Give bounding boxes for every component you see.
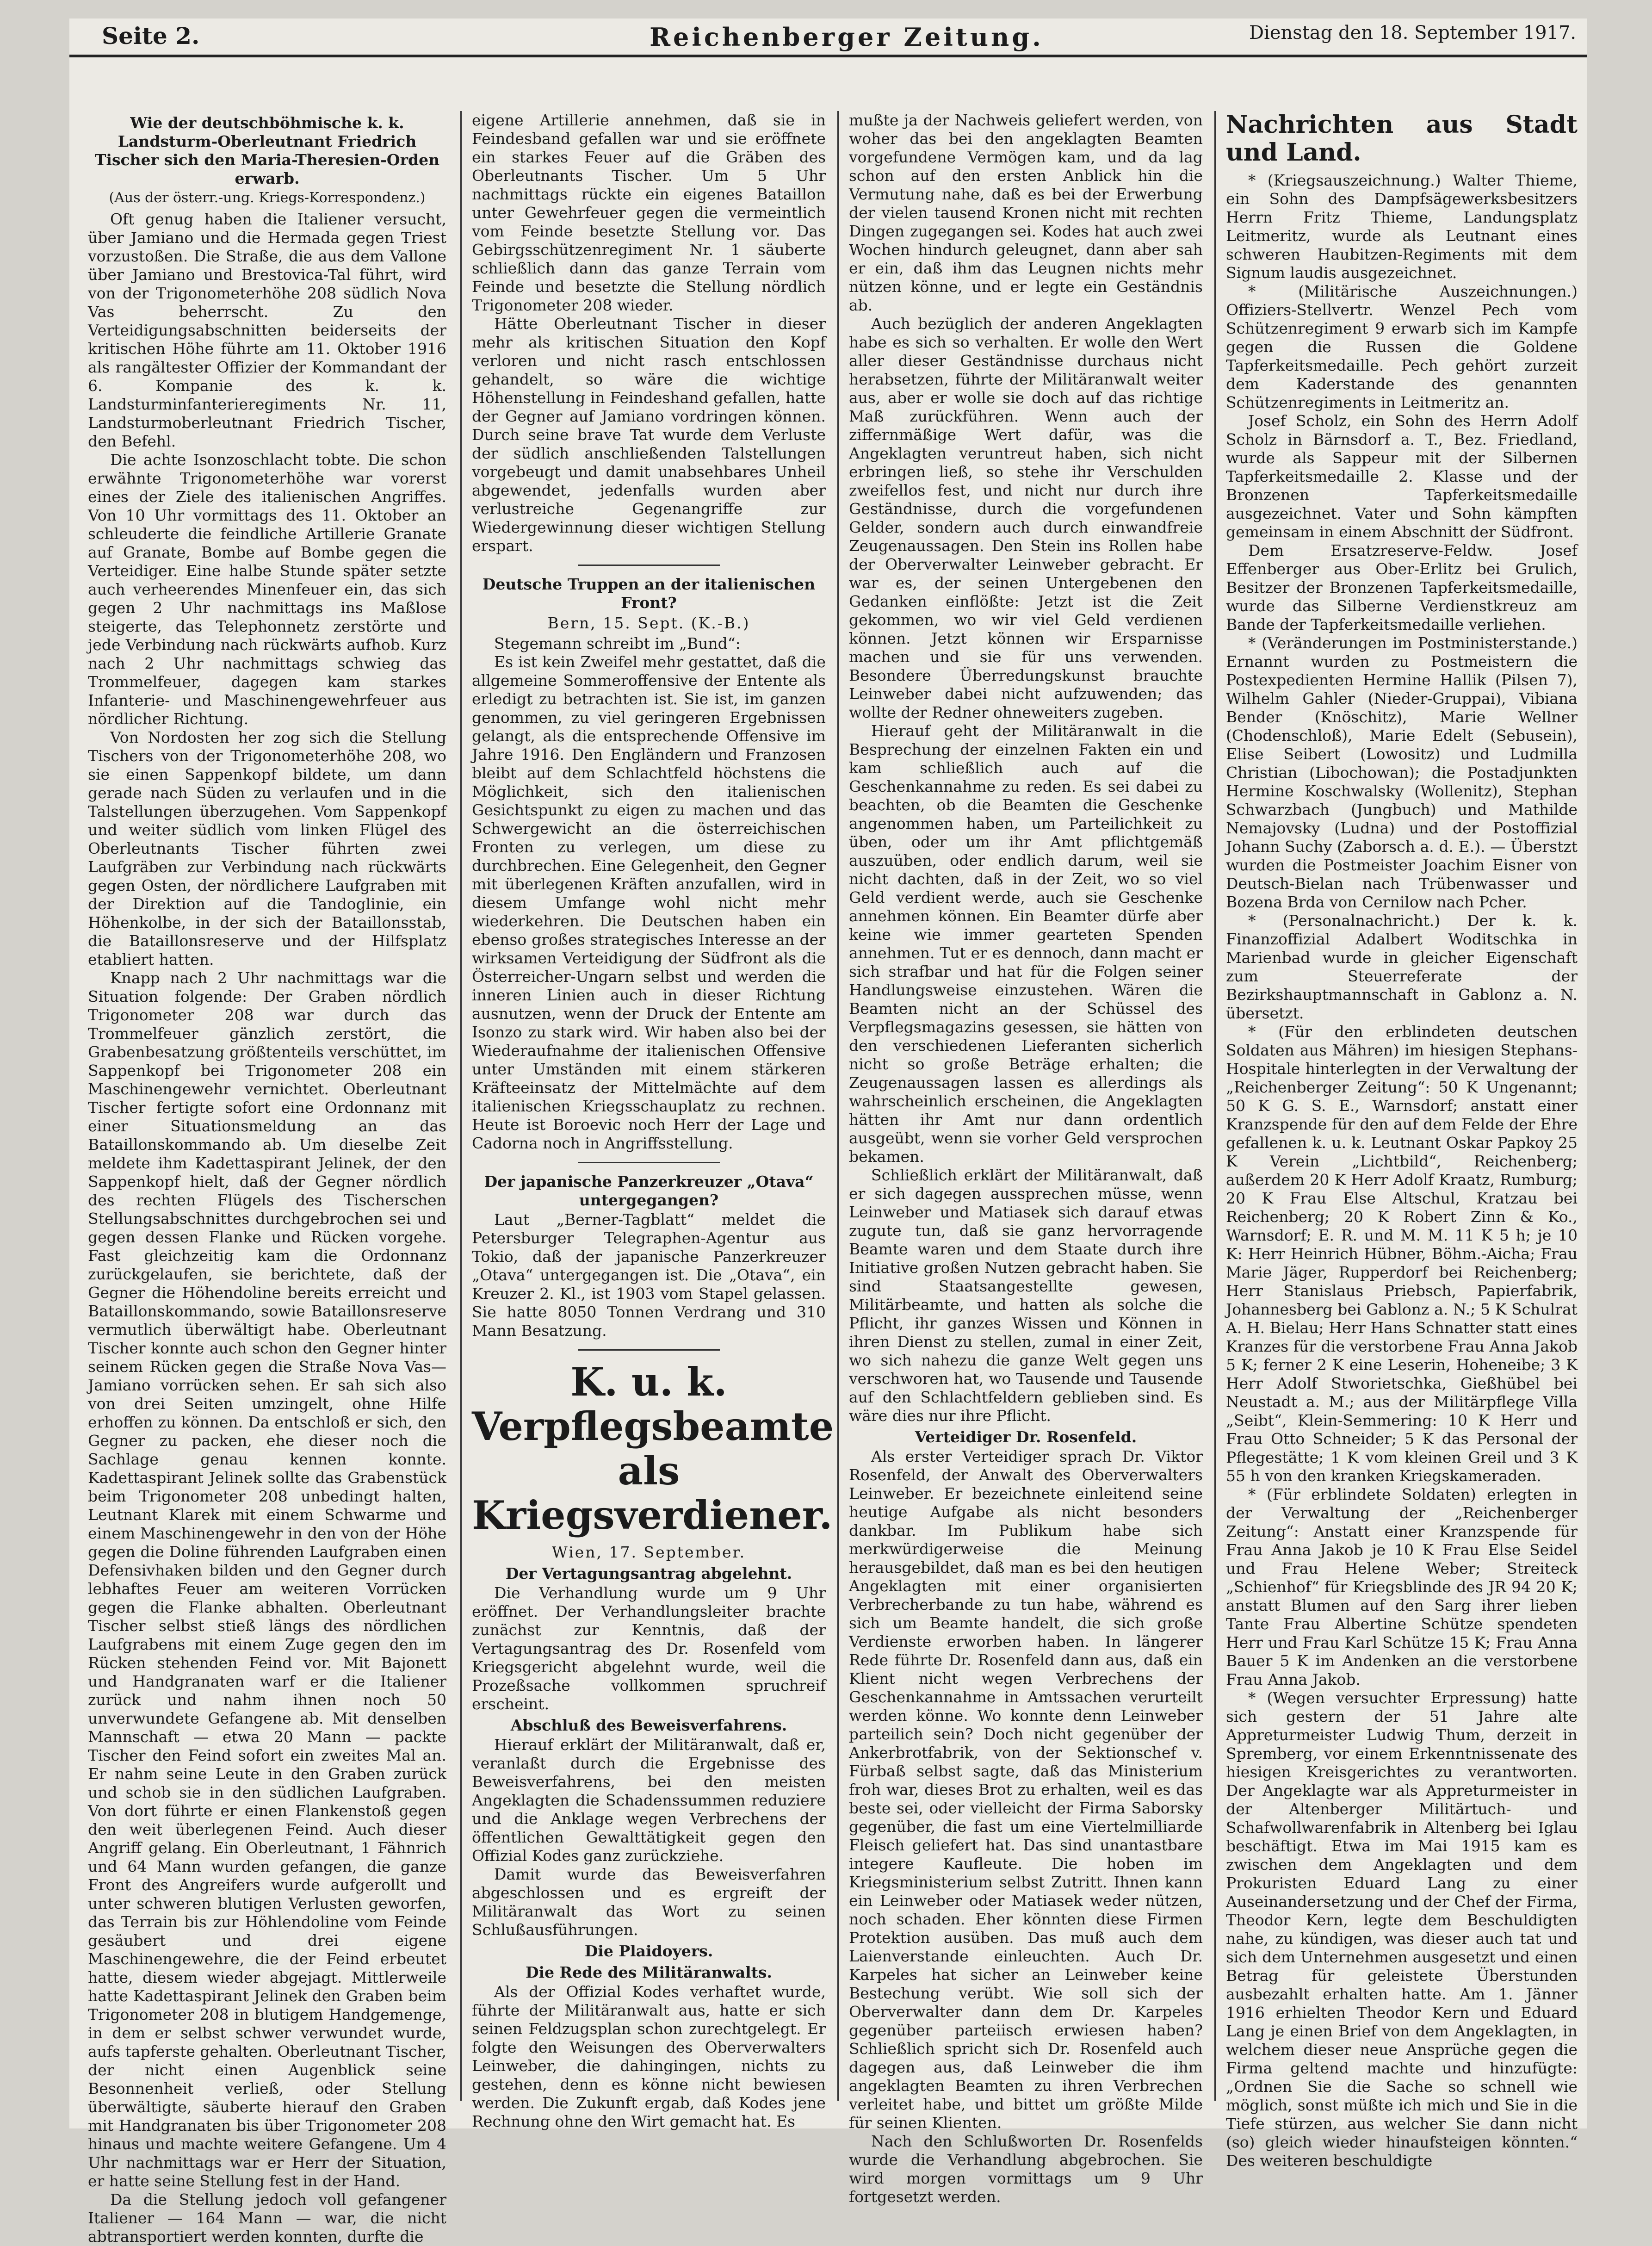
news-item: * (Personalnachricht.) Der k. k. Finanzoffizial Adalbert Woditschka in Marienbad wurde in gleicher Eigenschaft zum Steuerreferate der Bezirkshauptmannschaft in Gablonz a. N. übersetzt.	[1226, 912, 1578, 1022]
paragraph: Nach den Schlußworten Dr. Rosenfelds wurde die Verhandlung abgebrochen. Sie wird morgen vormittags um 9 Uhr fortgesetzt werden.	[849, 2132, 1203, 2206]
issue-date: Dienstag den 18. September 1917.	[1249, 22, 1577, 43]
article-title: Deutsche Truppen an der italienischen Front?	[482, 575, 816, 612]
column-divider	[460, 111, 462, 2101]
headline: K. u. k. Verpflegsbeamte als Kriegsverdiener.	[472, 1359, 834, 1538]
news-item: * (Veränderungen im Postministerstande.) Ernannt wurden zu Postmeistern die Postexpedienten Hermine Hallik (Pilsen 7), Wilhelm Gahler (Nieder-Gruppai), Vibiana Bender (Knöschitz), Marie Wellner (Chodenschloß), Marie Edelt (Sebusein), Elise Seibert (Lowositz) und Ludmilla Christian (Libochowan); die Postadjunkten Hermine Koschwalsky (Wollenitz), Stephan Schwarzbach (Jungbuch) und Mathilde Nemajovsky (Ludna) und der Postoffizial Johann Suchy (Zaborsch a. d. E.). — Überstzt wurden die Postmeister Joachim Eisner von Deutsch-Bielan nach Trübenwasser und Bozena Brda von Cernilow nach Pcher.	[1226, 634, 1578, 911]
paragraph: Damit wurde das Beweisverfahren abgeschlossen und es ergreift der Militäranwalt das Wort zu seinen Schlußausführungen.	[472, 1865, 826, 1939]
news-item: * (Militärische Auszeichnungen.) Offiziers-Stellvertr. Wenzel Pech vom Schützenregiment 9 erwarb sich im Kampfe gegen die Russen die Goldene Tapferkeitsmedaille. Pech gehört zurzeit dem Kaderstande des genannten Schützenregiments in Leitmeritz an.	[1226, 282, 1578, 411]
column-2	[472, 111, 834, 2131]
paragraph: Von Nordosten her zog sich die Stellung Tischers von der Trigonometerhöhe 208, wo sie einen Sappenkopf bildete, um dann gerade nach Süden zu verlaufen und in die Talstellungen überzugehen. Vom Sappenkopf und weiter südlich vom linken Flügel des Oberleutnants Tischer führten zwei Laufgräben zur Verbindung nach rückwärts gegen Osten, der nördlichere Laufgraben mit der Direktion auf die Tandoglinie, ein Höhenkolbe, in der sich der Bataillonsstab, die Bataillonsreserve und der Hilfsplatz etabliert hatten.	[88, 728, 446, 968]
paragraph: Knapp nach 2 Uhr nachmittags war die Situation folgende: Der Graben nördlich Trigonometer 208 war durch das Trommelfeuer gänzlich zerstört, die Grabenbesatzung größtenteils verschüttet, im Sappenkopf bei Trigonometer 208 ein Maschinengewehr vernichtet. Oberleutnant Tischer fertigte sofort eine Ordonnanz mit einer Situationsmeldung an das Bataillonskommando ab. Um dieselbe Zeit meldete ihm Kadettaspirant Jelinek, der den Sappenkopf hielt, daß der Gegner nördlich des rechten Flügels des Tischerschen Stellungsabschnittes durchgebrochen sei und gegen dessen Flanke und Rücken vorgehe. Fast gleichzeitig kam die Ordonnanz zurückgelaufen, sie berichtete, daß der Gegner die Höhendoline bereits erreicht und Bataillonskommando, sowie Bataillonsreserve vermutlich überwältigt habe. Oberleutnant Tischer konnte auch schon den Gegner hinter seinem Rücken gegen die Straße Nova Vas—Jamiano vorrücken sehen. Er sah sich also von drei Seiten umzingelt, ohne Hilfe erhoffen zu können. Da entschloß er sich, den Gegner zu packen, ehe dieser noch die Sachlage genau kennen konnte. Kadettaspirant Jelinek sollte das Grabenstück beim Trigonometer 208 unbedingt halten, Leutnant Klarek mit einem Schwarme und einem Maschinengewehr in den von der Höhe gegen die Doline führenden Laufgraben einen Defensivhaken bilden und den Gegner durch lebhaftes Feuer am weiteren Vorrücken gegen die Flanke abhalten. Oberleutnant Tischer selbst stieß längs des nördlichen Laufgrabens mit einem Zuge gegen den im Rücken stehenden Feind vor. Mit Bajonett und Handgranaten warf er die Italiener zurück und nahm ihnen noch 50 unverwundete Gefangene ab. Mit denselben Mannschaft — etwa 20 Mann — packte Tischer den Feind sofort ein zweites Mal an. Er nahm seine Leute in den Graben zurück und schob sie in den südlichen Laufgraben. Von dort führte er einen Flankenstoß gegen den weit überlegenen Feind. Auch dieser Angriff gelang. Ein Oberleutnant, 1 Fähnrich und 64 Mann wurden gefangen, die ganze Front des Angreifers wurde aufgerollt und unter schweren blutigen Verlusten geworfen, das Terrain bis zur Höhlendoline vom Feinde gesäubert und drei eigene Maschinengewehre, die der Feind erbeutet hatte, diesem wieder abgejagt. Mittlerweile hatte Kadettaspirant Jelinek den Graben beim Trigonometer 208 in blutigem Handgemenge, in dem er selbst schwer verwundet wurde, aufs tapferste gehalten. Oberleutnant Tischer, der nicht einen Augenblick seine Besonnenheit verließ, oder Stellung überwältigte, säuberte hierauf den Graben mit Handgranaten bis über Trigonometer 208 hinaus und machte weitere Gefangene. Um 4 Uhr nachmittags war er Herr der Situation, er hatte seine Stellung fest in der Hand.	[88, 969, 446, 2190]
article-title: Wie der deutschböhmische k. k. Landsturm-Oberleutnant Friedrich Tischer sich den Maria-Theresien-Orden erwarb.	[94, 114, 440, 187]
header-rule	[69, 55, 1587, 57]
subheading: Die Plaidoyers.	[584, 1942, 713, 1960]
news-item: * (Kriegsauszeichnung.) Walter Thieme, ein Sohn des Dampfsägewerksbesitzers Herrn Fritz Thieme, Landungsplatz Leitmeritz, wurde als Leutnant eines schweren Haubitzen-Regiments mit dem Signum laudis ausgezeichnet.	[1226, 171, 1578, 282]
paragraph: Es ist kein Zweifel mehr gestattet, daß die allgemeine Sommeroffensive der Entente als erledigt zu betrachten ist. Sie ist, im ganzen genommen, zu viel geringeren Ergebnissen gelangt, als die entsprechende Offensive im Jahre 1916. Den Engländern und Franzosen bleibt auf dem Schlachtfeld höchstens die Möglichkeit, sich den italienischen Gesichtspunkt zu eigen zu machen und das Schwergewicht an die österreichischen Fronten zu verlegen, um diese zu durchbrechen. Eine Gelegenheit, den Gegner mit überlegenen Kräften anzufallen, wird in diesem Umfange wohl nicht mehr wiederkehren. Die Deutschen haben ein ebenso großes strategisches Interesse an der wirksamen Verteidigung der Südfront als die Österreicher-Ungarn selbst und werden die inneren Linien auch in dieser Richtung ausnutzen, wenn der Druck der Entente am Isonzo zu stark wird. Wir haben also bei der Wiederaufnahme der italienischen Offensive unter Umständen mit einem stärkeren Kräfteeinsatz der Mittelmächte auf dem italienischen Kriegsschauplatz zu rechnen. Heute ist Boroevic noch Herr der Lage und Cadorna noch in Angriffsstellung.	[472, 653, 826, 1152]
dateline: Bern, 15. Sept. (K.-B.)	[547, 614, 750, 632]
subheading: Der Vertagungsantrag abgelehnt.	[505, 1564, 792, 1582]
paragraph: Oft genug haben die Italiener versucht, über Jamiano und die Hermada gegen Triest vorzustoßen. Die Straße, die aus dem Vallone über Jamiano und Brestovica-Tal führt, wird von der Trigonometerhöhe 208 südlich Nova Vas beherrscht. Zu den Verteidigungsabschnitten beiderseits der kritischen Höhe führte am 11. Oktober 1916 als rangältester Offizier der Kommandant der 6. Kompanie des k. k. Landsturminfanterieregiments Nr. 11, Landsturmoberleutnant Friedrich Tischer, den Befehl.	[88, 210, 446, 450]
paragraph: Da die Stellung jedoch voll gefangener Italiener — 164 Mann — war, die nicht abtransportiert werden konnten, durfte die	[88, 2190, 446, 2246]
subheading: Verteidiger Dr. Rosenfeld.	[915, 1428, 1137, 1446]
paragraph: mußte ja der Nachweis geliefert werden, von woher das bei den angeklagten Beamten vorgefundene Vermögen kam, und da lag schon auf den ersten Anblick hin die Vermutung nahe, daß es bei der Erwerbung der vielen tausend Kronen nicht mit rechten Dingen zugegangen sei. Kodes hat auch zwei Wochen hindurch geleugnet, dann aber sah er ein, daß ihm das Leugnen nichts mehr nützen könne, und er legte ein Geständnis ab.	[849, 111, 1203, 314]
masthead: Reichenberger Zeitung.	[650, 22, 1044, 52]
news-item: Josef Scholz, ein Sohn des Herrn Adolf Scholz in Bärnsdorf a. T., Bez. Friedland, wurde als Sappeur mit der Silbernen Tapferkeitsmedaille 2. Klasse und der Bronzenen Tapferkeitsmedaille ausgezeichnet. Vater und Sohn kämpften gemeinsam in einem Abschnitt der Südfront.	[1226, 412, 1578, 541]
section-heading: Nachrichten aus Stadt und Land.	[1226, 111, 1578, 167]
news-item: Dem Ersatzreserve-Feldw. Josef Effenberger aus Ober-Erlitz bei Grulich, Besitzer der Bronzenen Tapferkeitsmedaille, wurde das Silberne Verdienstkreuz am Bande der Tapferkeitsmedaille verliehen.	[1226, 541, 1578, 633]
paragraph: Als erster Verteidiger sprach Dr. Viktor Rosenfeld, der Anwalt des Oberverwalters Leinweber. Er bezeichnete einleitend seine heutige Aufgabe als nicht besonders dankbar. Im Publikum habe sich merkwürdigerweise die Meinung herausgebildet, daß man es bei den heutigen Angeklagten mit einer organisierten Verbrecherbande zu tun habe, während es sich um Beamte handelt, die sich große Verdienste erworben haben. In längerer Rede führte Dr. Rosenfeld dann aus, daß ein Klient nicht wegen Verbrechens der Geschenkannahme in Amtssachen verurteilt werden könne. Wo konnte denn Leinweber parteilich sein? Doch nicht gegenüber der Ankerbrotfabrik, von der Sektionschef v. Fürbaß selbst sagte, daß das Ministerium froh war, dieses Brot zu erhalten, weil es das beste sei, oder vielleicht der Firma Saborsky gegenüber, die fast um eine Viertelmilliarde Fleisch geliefert hat. Das sind unantastbare integere Kaufleute. Die hoben im Kriegsministerium selbst Zutritt. Ihnen kann ein Leinweber oder Matiasek weder nützen, noch schaden. Eher könnten diese Firmen Protektion ausüben. Das muß auch dem Laienverstande einleuchten. Auch Dr. Karpeles hat sicher an Leinweber keine Bestechung verübt. Wie soll sich der Oberverwalter dann dem Dr. Karpeles gegenüber parteiisch erwiesen haben? Schließlich spricht sich Dr. Rosenfeld auch dagegen aus, daß Leinweber die ihm angeklagten Beamten zu ihren Verbrechen verleitet habe, und bittet um größte Milde für seinen Klienten.	[849, 1447, 1203, 2132]
column-3	[849, 111, 1203, 2206]
paragraph: Hätte Oberleutnant Tischer in dieser mehr als kritischen Situation den Kopf verloren und nicht rasch entschlossen gehandelt, so wäre die wichtige Höhenstellung in Feindeshand gefallen, hatte der Gegner auf Jamiano vordringen können. Durch seine brave Tat wurde dem Verluste der südlich anschließenden Talstellungen vorgebeugt und damit unabsehbares Unheil abgewendet, jedenfalls wurden aber verlustreiche Gegenangriffe zur Wiedergewinnung dieser wichtigen Stellung erspart.	[472, 315, 826, 555]
column-divider	[837, 111, 839, 2101]
paragraph: Hierauf geht der Militäranwalt in die Besprechung der einzelnen Fakten ein und kam schließlich auch auf die Geschenkannahme zu reden. Es sei dabei zu beachten, ob die Beamten die Geschenke angenommen haben, um Parteilichkeit zu üben, oder um ihr Amt pflichtgemäß auszuüben, oder endlich darum, weil sie nicht dachten, daß in der Zeit, wo so viel Geld verdient werde, auch sie Geschenke annehmen können. Ein Beamter dürfe aber keine wie immer gearteten Spenden annehmen. Tut er es dennoch, dann macht er sich strafbar und hat für die Folgen seiner Handlungsweise einzustehen. Wären die Beamten nicht an der Schüssel des Verpflegsmagazins gesessen, sie hätten von den verschiedenen Lieferanten sicherlich nicht so große Beträge erhalten; die Zeugenaussagen lassen es allerdings als wahrscheinlich erscheinen, die Angeklagten hätten ihr Amt nur dann ordentlich ausgeübt, wenn sie vorher Geld versprochen bekamen.	[849, 722, 1203, 1166]
paragraph: Als der Offizial Kodes verhaftet wurde, führte der Militäranwalt aus, hatte er sich seinen Feldzugsplan schon zurechtgelegt. Er folgte den Weisungen des Oberverwalters Leinweber, die dahingingen, nichts zu gestehen, denn es könne nicht bewiesen werden. Die Zukunft ergab, daß Kodes jene Rechnung ohne den Wirt gemacht hat. Es	[472, 1983, 826, 2130]
paragraph: Laut „Berner-Tagblatt“ meldet die Petersburger Telegraphen-Agentur aus Tokio, daß der japanische Panzerkreuzer „Otava“ untergegangen ist. Die „Otava“, ein Kreuzer 2. Kl., ist 1903 vom Stapel gelassen. Sie hatte 8050 Tonnen Verdrang und 310 Mann Besatzung.	[472, 1210, 826, 1340]
article-source: (Aus der österr.-ung. Kriegs-Korrespondenz.)	[109, 190, 426, 206]
paragraph: Auch bezüglich der anderen Angeklagten habe es sich so verhalten. Er wolle den Wert aller dieser Geständnisse durchaus nicht herabsetzen, führte der Militäranwalt weiter aus, aber er wolle sie doch auf das richtige Maß zurückführen. Wenn auch der ziffernmäßige Wert dafür, was die Angeklagten veruntreut haben, sich nicht erbringen ließ, so stehe ihr Verschulden zweifellos fest, und nicht nur durch ihre Geständnisse, durch die vorgefundenen Gelder, sondern auch durch einwandfreie Zeugenaussagen. Den Stein ins Rollen habe der Oberverwalter Leinweber gebracht. Er war es, der seinen Untergebenen den Gedanken einflößte: Jetzt ist die Zeit gekommen, wo wir viel Geld verdienen können. Jetzt können wir Ersparnisse machen und sie für uns verwenden. Besondere Überredungskunst brauchte Leinweber dabei nicht aufzuwenden; das wollte der Redner ohneweiters zugeben.	[849, 315, 1203, 721]
column-4	[1226, 111, 1578, 2170]
paragraph: Stegemann schreibt im „Bund“:	[494, 634, 741, 652]
paragraph: Die Verhandlung wurde um 9 Uhr eröffnet. Der Verhandlungsleiter brachte zunächst zur Kenntnis, daß der Vertagungsantrag des Dr. Rosenfeld vom Kriegsgericht abgelehnt wurde, weil die Prozeßsache vollkommen spruchreif erscheint.	[472, 1584, 826, 1713]
news-item: * (Wegen versuchter Erpressung) hatte sich gestern der 51 Jahre alte Appreturmeister Ludwig Thum, derzeit in Spremberg, vor einem Erkenntnissenate des hiesigen Kreisgerichtes zu verantworten. Der Angeklagte war als Appreturmeister in der Altenberger Militärtuch- und Schafwollwarenfabrik in Altenberg bei Iglau beschäftigt. Etwa im Mai 1915 kam es zwischen dem Angeklagten und dem Prokuristen Eduard Lang zu einer Auseinandersetzung und der Chef der Firma, Theodor Kern, legte dem Beschuldigten nahe, zu kündigen, was dieser auch tat und sich dem Unternehmen ausgesetzt und einen Betrag für geleistete Überstunden ausbezahlt erhalten hatte. Am 1. Jänner 1916 erhielten Theodor Kern und Eduard Lang je einen Brief von dem Angeklagten, in welchem dieser neue Ansprüche gegen die Firma geltend machte und hinzufügte: „Ordnen Sie die Sache so schnell wie möglich, sonst müßte ich mich und Sie in die Tiefe stürzen, aus welcher Sie dann nicht (so) gleich wieder hinaufsteigen könnten.“ Des weiteren beschuldigte	[1226, 1689, 1578, 2170]
dateline: Wien, 17. September.	[551, 1543, 746, 1561]
article-separator	[578, 1349, 720, 1351]
subheading: Die Rede des Militäranwalts.	[526, 1963, 772, 1981]
column-1	[88, 111, 446, 2246]
column-divider	[1214, 111, 1216, 2101]
subheading: Abschluß des Beweisverfahrens.	[510, 1716, 787, 1734]
news-item: * (Für erblindete Soldaten) erlegten in der Verwaltung der „Reichenberger Zeitung“: Anstatt einer Kranzspende für Frau Anna Jakob je 10 K Frau Else Seidel und Frau Helene Weber; Streiteck „Schienhof“ für Kriegsblinde des JR 94 20 K; anstatt Blumen auf den Sarg ihrer lieben Tante Frau Albertine Schütze spendeten Herr und Frau Karl Schütze 15 K; Frau Anna Bauer 5 K im Andenken an die verstorbene Frau Anna Jakob.	[1226, 1485, 1578, 1688]
news-item: * (Für den erblindeten deutschen Soldaten aus Mähren) im hiesigen Stephans-Hospitale hinterlegten in der Verwaltung der „Reichenberger Zeitung“: 50 K Ungenannt; 50 K G. S. E., Warnsdorf; anstatt einer Kranzspende für den auf dem Felde der Ehre gefallenen k. u. k. Leutnant Oskar Papkoy 25 K Verein „Lichtbild“, Reichenberg; außerdem 20 K Herr Adolf Kraatz, Rumburg; 20 K Frau Else Altschul, Kratzau bei Reichenberg; 20 K Robert Zinn & Ko., Warnsdorf; E. R. und M. M. 11 K 5 h; je 10 K: Herr Heinrich Hübner, Böhm.-Aicha; Frau Marie Jäger, Rupperdorf bei Reichenberg; Herr Stanislaus Priebsch, Papierfabrik, Johannesberg bei Gablonz a. N.; 5 K Schulrat A. H. Bielau; Herr Hans Schnatter statt eines Kranzes für die verstorbene Frau Anna Jakob 5 K; ferner 2 K eine Leserin, Hoheneibe; 3 K Herr Adolf Stworietschka, Gießhübel bei Neustadt a. M.; aus der Militärpflege Villa „Seibt“, Klein-Semmering: 10 K Herr und Frau Otto Schneider; 5 K das Personal der Pflegestätte; 1 K vom kleinen Greil und 3 K 55 h von den kranken Kriegskameraden.	[1226, 1023, 1578, 1485]
article-separator	[578, 565, 720, 566]
article-separator	[578, 1162, 720, 1163]
paragraph: Schließlich erklärt der Militäranwalt, daß er sich dagegen aussprechen müsse, wenn Leinweber und Matiasek sich darauf etwas zugute tun, daß sie ganz hervorragende Beamte waren und dem Staate durch ihre Initiative großen Nutzen gebracht haben. Sie sind Staatsangestellte gewesen, Militärbeamte, und hatten als solche die Pflicht, ihr ganzes Wissen und Können in ihren Dienst zu stellen, zumal in einer Zeit, wo sich nahezu die ganze Welt gegen uns verschworen hat, wo Tausende und Tausende auf den Schlachtfeldern geblieben sind. Es wäre dies nur ihre Pflicht.	[849, 1166, 1203, 1425]
article-title: Der japanische Panzerkreuzer „Otava“ untergegangen?	[484, 1173, 814, 1209]
paragraph: Hierauf erklärt der Militäranwalt, daß er, veranlaßt durch die Ergebnisse des Beweisverfahrens, bei den meisten Angeklagten die Schadenssummen reduziere und die Anklage wegen Verbrechens der öffentlichen Gewalttätigkeit gegen den Offizial Kodes ganz zurückziehe.	[472, 1736, 826, 1865]
paragraph: Die achte Isonzoschlacht tobte. Die schon erwähnte Trigonometerhöhe war vorerst eines der Ziele des italienischen Angriffes. Von 10 Uhr vormittags des 11. Oktober an schleuderte die feindliche Artillerie Granate auf Granate, Bombe auf Bombe gegen die Verteidiger. Eine halbe Stunde später setzte auch verheerendes Minenfeuer ein, das sich gegen 2 Uhr nachmittags ins Maßlose steigerte, das Telephonnetz zerstörte und jede Verbindung nach rückwärts aufhob. Kurz nach 2 Uhr nachmittags schwieg das Trommelfeuer, dagegen kam starkes Infanterie- und Maschinengewehrfeuer aus nördlicher Richtung.	[88, 451, 446, 728]
paragraph: eigene Artillerie annehmen, daß sie in Feindesband gefallen war und sie eröffnete ein starkes Feuer auf die Gräben des Oberleutnants Tischer. Um 5 Uhr nachmittags rückte ein eigenes Bataillon unter Gewehrfeuer gegen die vermeintlich vom Feinde besetzte Stellung vor. Das Gebirgsschützenregiment Nr. 1 säuberte schließlich dann das ganze Terrain vom Feinde und besetzte die Stellung nördlich Trigonometer 208 wieder.	[472, 111, 826, 314]
page-number: Seite 2.	[102, 22, 200, 50]
